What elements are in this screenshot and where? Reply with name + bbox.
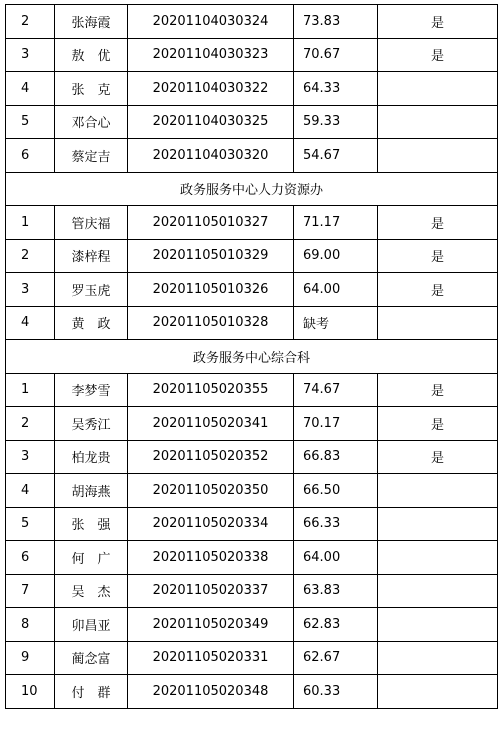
exam-number-cell: 20201104030324: [128, 5, 294, 39]
interview-qualified-cell: [378, 72, 498, 106]
section-title: 政务服务中心人力资源办: [6, 172, 498, 206]
table-row: [6, 440, 498, 474]
table-row: [6, 474, 498, 508]
candidate-name-cell: 李梦雪: [55, 373, 128, 407]
exam-number-cell: 20201105020352: [128, 440, 294, 474]
candidate-name-cell: 敖 优: [55, 38, 128, 72]
exam-number-cell: 20201104030323: [128, 38, 294, 72]
written-score-cell: 54.67: [294, 139, 378, 173]
candidate-name-cell: 吴 杰: [55, 574, 128, 608]
row-number-cell: 4: [6, 72, 55, 106]
exam-number-cell: 20201104030325: [128, 105, 294, 139]
section-header-row: [6, 340, 498, 374]
written-score-cell: 74.67: [294, 373, 378, 407]
table-row: [6, 407, 498, 441]
row-number-cell: 5: [6, 507, 55, 541]
interview-qualified-cell: [378, 105, 498, 139]
candidate-name-cell: 蔺念富: [55, 641, 128, 675]
interview-qualified-cell: 是: [378, 407, 498, 441]
table-row: [6, 239, 498, 273]
written-score-cell: 66.83: [294, 440, 378, 474]
row-number-cell: 2: [6, 407, 55, 441]
section-title: 政务服务中心综合科: [6, 340, 498, 374]
written-score-cell: 70.17: [294, 407, 378, 441]
row-number-cell: 1: [6, 206, 55, 240]
candidate-name-cell: 邓合心: [55, 105, 128, 139]
table-row: [6, 507, 498, 541]
row-number-cell: 2: [6, 239, 55, 273]
table-row: [6, 5, 498, 39]
table-row: [6, 306, 498, 340]
table-row: [6, 641, 498, 675]
exam-number-cell: 20201105020355: [128, 373, 294, 407]
candidate-name-cell: 漆梓程: [55, 239, 128, 273]
candidate-name-cell: 黄 政: [55, 306, 128, 340]
exam-number-cell: 20201105020341: [128, 407, 294, 441]
written-score-cell: 缺考: [294, 306, 378, 340]
interview-qualified-cell: [378, 675, 498, 709]
candidate-name-cell: 张海霞: [55, 5, 128, 39]
interview-qualified-cell: 是: [378, 239, 498, 273]
table-row: [6, 675, 498, 709]
exam-number-cell: 20201105020337: [128, 574, 294, 608]
table-row: [6, 206, 498, 240]
interview-qualified-cell: 是: [378, 5, 498, 39]
row-number-cell: 8: [6, 608, 55, 642]
interview-qualified-cell: [378, 139, 498, 173]
written-score-cell: 62.67: [294, 641, 378, 675]
table-row: [6, 273, 498, 307]
candidate-name-cell: 卯昌亚: [55, 608, 128, 642]
row-number-cell: 3: [6, 38, 55, 72]
results-table-body: [6, 5, 498, 709]
written-score-cell: 70.67: [294, 38, 378, 72]
interview-qualified-cell: 是: [378, 373, 498, 407]
interview-qualified-cell: 是: [378, 206, 498, 240]
interview-qualified-cell: [378, 641, 498, 675]
row-number-cell: 6: [6, 541, 55, 575]
written-score-cell: 64.33: [294, 72, 378, 106]
row-number-cell: 1: [6, 373, 55, 407]
row-number-cell: 4: [6, 474, 55, 508]
interview-qualified-cell: [378, 541, 498, 575]
table-row: [6, 541, 498, 575]
exam-number-cell: 20201105020348: [128, 675, 294, 709]
written-score-cell: 59.33: [294, 105, 378, 139]
interview-qualified-cell: [378, 306, 498, 340]
candidate-name-cell: 吴秀江: [55, 407, 128, 441]
row-number-cell: 5: [6, 105, 55, 139]
exam-number-cell: 20201105010329: [128, 239, 294, 273]
exam-number-cell: 20201105020338: [128, 541, 294, 575]
interview-qualified-cell: [378, 608, 498, 642]
exam-number-cell: 20201105010327: [128, 206, 294, 240]
table-row: [6, 72, 498, 106]
written-score-cell: 69.00: [294, 239, 378, 273]
candidate-name-cell: 管庆福: [55, 206, 128, 240]
section-header-row: [6, 172, 498, 206]
table-row: [6, 574, 498, 608]
written-score-cell: 73.83: [294, 5, 378, 39]
interview-qualified-cell: 是: [378, 38, 498, 72]
candidate-name-cell: 蔡定吉: [55, 139, 128, 173]
candidate-name-cell: 胡海燕: [55, 474, 128, 508]
results-table: [5, 4, 498, 709]
table-row: [6, 38, 498, 72]
exam-number-cell: 20201105020331: [128, 641, 294, 675]
row-number-cell: 3: [6, 440, 55, 474]
table-row: [6, 105, 498, 139]
interview-qualified-cell: [378, 474, 498, 508]
table-row: [6, 139, 498, 173]
row-number-cell: 9: [6, 641, 55, 675]
exam-number-cell: 20201105010326: [128, 273, 294, 307]
row-number-cell: 3: [6, 273, 55, 307]
written-score-cell: 71.17: [294, 206, 378, 240]
exam-number-cell: 20201105020349: [128, 608, 294, 642]
exam-number-cell: 20201104030320: [128, 139, 294, 173]
candidate-name-cell: 何 广: [55, 541, 128, 575]
interview-qualified-cell: 是: [378, 273, 498, 307]
written-score-cell: 64.00: [294, 273, 378, 307]
written-score-cell: 60.33: [294, 675, 378, 709]
candidate-name-cell: 付 群: [55, 675, 128, 709]
table-row: [6, 373, 498, 407]
exam-number-cell: 20201105010328: [128, 306, 294, 340]
exam-number-cell: 20201104030322: [128, 72, 294, 106]
written-score-cell: 66.50: [294, 474, 378, 508]
candidate-name-cell: 张 强: [55, 507, 128, 541]
written-score-cell: 64.00: [294, 541, 378, 575]
row-number-cell: 10: [6, 675, 55, 709]
candidate-name-cell: 罗玉虎: [55, 273, 128, 307]
candidate-name-cell: 张 克: [55, 72, 128, 106]
written-score-cell: 66.33: [294, 507, 378, 541]
interview-qualified-cell: 是: [378, 440, 498, 474]
interview-qualified-cell: [378, 574, 498, 608]
row-number-cell: 6: [6, 139, 55, 173]
table-row: [6, 608, 498, 642]
exam-number-cell: 20201105020334: [128, 507, 294, 541]
written-score-cell: 62.83: [294, 608, 378, 642]
written-score-cell: 63.83: [294, 574, 378, 608]
row-number-cell: 7: [6, 574, 55, 608]
exam-number-cell: 20201105020350: [128, 474, 294, 508]
row-number-cell: 2: [6, 5, 55, 39]
row-number-cell: 4: [6, 306, 55, 340]
candidate-name-cell: 柏龙贵: [55, 440, 128, 474]
interview-qualified-cell: [378, 507, 498, 541]
